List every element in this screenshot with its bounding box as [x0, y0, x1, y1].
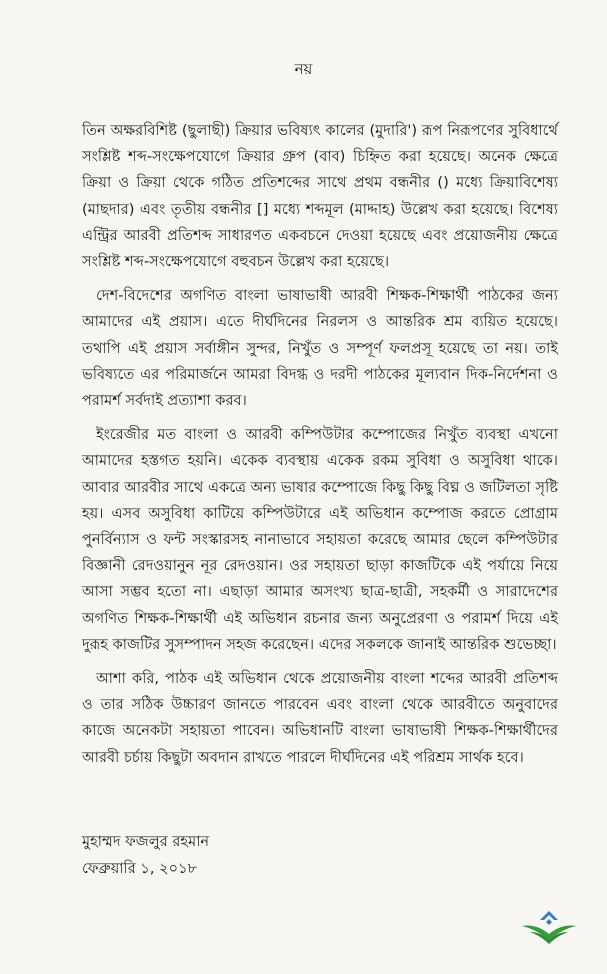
page-number: নয় [294, 60, 313, 78]
publisher-logo-icon [520, 902, 578, 946]
paragraph: আশা করি, পাঠক এই অভিধান থেকে প্রয়োজনীয় বাংলা শব্দের আরবী প্রতিশব্দ ও তার সঠিক উচ্চারণ জানতে পারবেন এবং বাংলা থেকে আরবীতে অনুবাদের কাজে অনেকটা সহায়তা পাবেন। অভিধানটি বাংলা ভাষাভাষী শিক্ষক-শিক্ষার্থীদের আরবী চর্চায় কিছুটা অবদান রাখতে পারলে দীর্ঘদিনের এই পরিশ্রম সার্থক হবে। [82, 670, 558, 766]
paragraph: দেশ-বিদেশের অগণিত বাংলা ভাষাভাষী আরবী শিক্ষক-শিক্ষার্থী পাঠকের জন্য আমাদের এই প্রয়াস। এতে দীর্ঘদিনের নিরলস ও আন্তরিক শ্রম ব্যয়িত হয়েছে। তথাপি এই প্রয়াস সর্বাঙ্গীন সুন্দর, নিখুঁত ও সম্পূর্ণ ফলপ্রসূ হয়েছে তা নয়। তাই ভবিষ্যতে এর পরিমার্জনে আমরা বিদগ্ধ ও দরদী পাঠকের মূল্যবান দিক-নির্দেশনা ও পরামর্শ সর্বদাই প্রত্যাশা করব। [82, 287, 558, 410]
body-text [82, 118, 558, 771]
author-name: মুহাম্মদ ফজলুর রহমান [82, 833, 210, 850]
signature-block [82, 828, 209, 882]
paragraph: তিন অক্ষরবিশিষ্ট (ছুলাছী) ক্রিয়ার ভবিষ্যৎ কালের (মুদারি') রূপ নিরূপণের সুবিধার্থে সংশ্লিষ্ট শব্দ-সংক্ষেপযোগে ক্রিয়ার গ্রুপ (বাব) চিহ্নিত করা হয়েছে। অনেক ক্ষেত্রে ক্রিয়া ও ক্রিয়া থেকে গঠিত প্রতিশব্দের সাথে প্রথম বন্ধনীর () মধ্যে ক্রিয়াবিশেষ্য (মাছদার) এবং তৃতীয় বন্ধনীর [] মধ্যে শব্দমূল (মাদ্দাহ) উল্লেখ করা হয়েছে। বিশেষ্য এন্ট্রির আরবী প্রতিশব্দ সাধারণত একবচনে দেওয়া হয়েছে এবং প্রয়োজনীয় ক্ষেত্রে সংশ্লিষ্ট শব্দ-সংক্ষেপযোগে বহুবচন উল্লেখ করা হয়েছে। [82, 122, 558, 271]
paragraph: ইংরেজীর মত বাংলা ও আরবী কম্পিউটার কম্পোজের নিখুঁত ব্যবস্থা এখনো আমাদের হস্তগত হয়নি। একেক ব্যবস্থায় একেক রকম সুবিধা ও অসুবিধা থাকে। আবার আরবীর সাথে একত্রে অন্য ভাষার কম্পোজে কিছু কিছু বিঘ্ন ও জটিলতা সৃষ্টি হয়। এসব অসুবিধা কাটিয়ে কম্পিউটারে এই অভিধান কম্পোজ করতে প্রোগ্রাম পুনর্বিন্যাস ও ফন্ট সংস্কারসহ নানাভাবে সহায়তা করেছে আমার ছেলে কম্পিউটার বিজ্ঞানী রেদওয়ানুন নূর রেদওয়ান। ওর সহায়তা ছাড়া কাজটিকে এই পর্যায়ে নিয়ে আসা সম্ভব হতো না। এছাড়া আমার অসংখ্য ছাত্র-ছাত্রী, সহকর্মী ও সারাদেশের অগণিত শিক্ষক-শিক্ষার্থী এই অভিধান রচনার জন্য অনুপ্রেরণা ও পরামর্শ দিয়ে এই দুরূহ কাজটির সুসম্পাদন সহজ করেছেন। এদের সকলকে জানাই আন্তরিক শুভেচ্ছা। [82, 426, 558, 653]
signature-date: ফেব্রুয়ারি ১, ২০১৮ [82, 860, 198, 877]
